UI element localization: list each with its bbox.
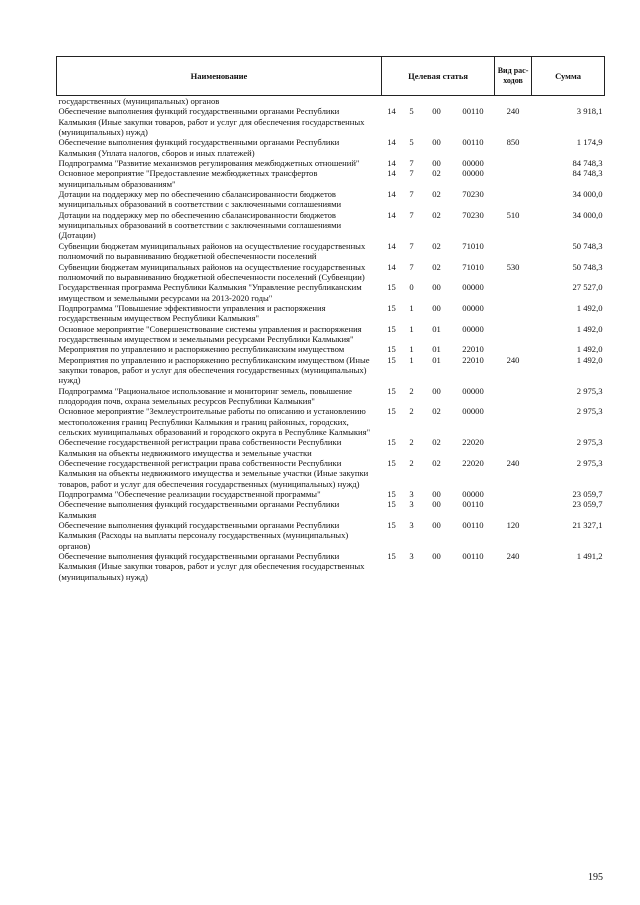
table-row (57, 458, 605, 489)
cell-code-program: 15 (387, 282, 396, 293)
table-row (57, 303, 605, 324)
cell-sum: 23 059,7 (572, 489, 603, 500)
cell-code-subprogram: 7 (409, 158, 414, 169)
table-header-row (57, 57, 605, 96)
cell-code-event: 00 (432, 489, 441, 500)
cell-code-event: 00 (432, 106, 441, 117)
cell-expense-type: 240 (506, 551, 520, 562)
cell-sum: 3 918,1 (576, 106, 603, 117)
cell-sum: 2 975,3 (576, 385, 603, 396)
cell-expense-type (495, 241, 532, 262)
cell-expense-type (495, 324, 532, 345)
cell-sum: 2 975,3 (576, 406, 603, 417)
cell-code-program: 14 (387, 240, 396, 251)
cell-name: Обеспечение государственной регистрации права собственности Республики Калмыкия на объекты недвижимого имущества и земельные участки (Иные закупки товаров, работ и услуг для обеспечения государственных (муниципальных) нужд) (58, 458, 369, 489)
cell-code-event: 00 (432, 499, 441, 510)
cell-code-program: 15 (387, 323, 396, 334)
cell-code-direction: 22010 (462, 354, 484, 365)
cell-sum: 1 492,0 (576, 354, 603, 365)
cell-sum: 84 748,3 (572, 168, 603, 179)
cell-code-program: 14 (387, 168, 396, 179)
cell-expense-type (495, 489, 532, 499)
cell-code-direction: 71010 (462, 261, 484, 272)
cell-code-direction: 71010 (462, 240, 484, 251)
table-row (57, 520, 605, 551)
cell-name: Мероприятия по управлению и распоряжению республиканским имуществом (58, 344, 345, 355)
cell-expense-type (495, 189, 532, 210)
column-header-target: Целевая статья (382, 57, 495, 96)
cell-code-direction (452, 96, 495, 107)
cell-code-program: 15 (387, 437, 396, 448)
cell-code-subprogram: 3 (409, 499, 414, 510)
cell-expense-type: 530 (506, 261, 520, 272)
cell-code-direction: 00000 (462, 406, 484, 417)
cell-code-event: 00 (432, 520, 441, 531)
cell-name: Обеспечение выполнения функций государственными органами Республики Калмыкия (Уплата налогов, сборов и иных платежей) (58, 137, 340, 158)
budget-table (56, 56, 605, 582)
cell-code-event: 00 (432, 137, 441, 148)
cell-code-subprogram: 3 (409, 551, 414, 562)
cell-name: Основное мероприятие "Совершенствование системы управления и распоряжения государственным имуществом и земельными ресурсами Республики Калмыкия" (58, 323, 362, 344)
table-row (57, 189, 605, 210)
cell-code-subprogram: 5 (409, 137, 414, 148)
table-row (57, 168, 605, 189)
cell-sum: 1 492,0 (576, 302, 603, 313)
cell-code-subprogram: 2 (409, 437, 414, 448)
cell-expense-type (495, 168, 532, 189)
cell-sum: 1 492,0 (576, 323, 603, 334)
cell-code-subprogram: 7 (409, 209, 414, 220)
cell-code-program: 15 (387, 385, 396, 396)
cell-code-direction: 00000 (462, 158, 484, 169)
cell-sum: 34 000,0 (572, 209, 603, 220)
table-row (57, 158, 605, 168)
cell-expense-type: 120 (506, 520, 520, 531)
cell-expense-type (495, 96, 532, 107)
cell-code-event: 01 (432, 323, 441, 334)
cell-code-subprogram: 1 (409, 354, 414, 365)
table-row (57, 241, 605, 262)
cell-code-direction: 00000 (462, 323, 484, 334)
cell-name: Мероприятия по управлению и распоряжению республиканским имуществом (Иные закупки товаров, работ и услуг для обеспечения государственных (муниципальных) нужд) (58, 354, 370, 386)
cell-code-event: 02 (432, 406, 441, 417)
cell-code-event: 02 (432, 189, 441, 200)
table-row (57, 489, 605, 499)
cell-expense-type: 850 (506, 137, 520, 148)
cell-code-event: 02 (432, 458, 441, 469)
cell-code-direction: 00110 (462, 137, 484, 148)
table-row (57, 551, 605, 582)
cell-sum: 1 492,0 (576, 344, 603, 355)
cell-code-event: 02 (432, 261, 441, 272)
cell-code-subprogram: 7 (409, 240, 414, 251)
table-row (57, 437, 605, 458)
cell-code-program: 15 (387, 302, 396, 313)
cell-code-subprogram: 7 (409, 168, 414, 179)
cell-code-subprogram: 2 (409, 406, 414, 417)
cell-code-direction: 70230 (462, 209, 484, 220)
cell-code-direction: 00110 (462, 499, 484, 510)
cell-code-direction: 00110 (462, 106, 484, 117)
cell-code-program: 14 (387, 209, 396, 220)
cell-name: Субвенции бюджетам муниципальных районов на осуществление государственных полномочий по выравниванию бюджетной обеспеченности поселений (58, 240, 366, 262)
cell-name: государственных (муниципальных) органов (58, 96, 220, 106)
cell-code-event: 02 (432, 240, 441, 251)
cell-code-subprogram: 0 (409, 282, 414, 293)
cell-name: Обеспечение государственной регистрации права собственности Республики Калмыкия на объекты недвижимого имущества и земельные участки (58, 437, 342, 458)
cell-code-subprogram: 1 (409, 302, 414, 313)
table-row (57, 106, 605, 137)
page-number: 195 (588, 872, 603, 883)
cell-code-direction: 22020 (462, 458, 484, 469)
cell-code-subprogram (402, 96, 422, 107)
cell-code-program: 15 (387, 520, 396, 531)
table-row (57, 499, 605, 520)
table-row (57, 406, 605, 437)
cell-code-event: 00 (432, 385, 441, 396)
cell-code-program: 15 (387, 354, 396, 365)
cell-code-event: 02 (432, 209, 441, 220)
table-row (57, 386, 605, 407)
cell-code-subprogram: 3 (409, 489, 414, 500)
cell-code-program: 14 (387, 158, 396, 169)
cell-expense-type (495, 344, 532, 354)
cell-sum: 50 748,3 (572, 240, 603, 251)
cell-code-program: 15 (387, 458, 396, 469)
cell-sum: 2 975,3 (576, 437, 603, 448)
cell-code-event: 00 (432, 551, 441, 562)
table-row (57, 210, 605, 241)
cell-sum: 2 975,3 (576, 458, 603, 469)
cell-expense-type: 510 (506, 209, 520, 220)
table-body (57, 96, 605, 583)
cell-expense-type: 240 (506, 106, 520, 117)
cell-code-direction: 00000 (462, 385, 484, 396)
cell-name: Основное мероприятие "Предоставление межбюджетных трансфертов муниципальным образованиям" (58, 168, 318, 189)
table-row (57, 262, 605, 283)
cell-code-subprogram: 5 (409, 106, 414, 117)
cell-expense-type (495, 437, 532, 458)
cell-code-program: 15 (387, 499, 396, 510)
cell-name: Подпрограмма "Повышение эффективности управления и распоряжения государственным имуществом Республики Калмыкия" (58, 302, 326, 324)
table-row (57, 282, 605, 303)
cell-name: Дотации на поддержку мер по обеспечению сбалансированности бюджетов муниципальных образований в соответствии с заключенными соглашениями (58, 189, 342, 210)
table-row (57, 96, 605, 107)
cell-sum: 27 527,0 (572, 282, 603, 293)
cell-code-event: 01 (432, 344, 441, 355)
cell-name: Обеспечение выполнения функций государственными органами Республики Калмыкия (58, 499, 340, 520)
column-header-sum: Сумма (532, 57, 605, 96)
cell-code-subprogram: 1 (409, 323, 414, 334)
cell-name: Субвенции бюджетам муниципальных районов на осуществление государственных полномочий по выравниванию бюджетной обеспеченности поселений (Субвенции) (58, 261, 366, 282)
cell-expense-type: 240 (506, 354, 520, 365)
cell-expense-type (495, 303, 532, 324)
cell-code-subprogram: 2 (409, 385, 414, 396)
cell-code-event: 01 (432, 354, 441, 365)
cell-code-direction: 00000 (462, 302, 484, 313)
column-header-vid: Вид рас-ходов (495, 57, 532, 96)
cell-sum: 50 748,3 (572, 261, 603, 272)
cell-sum: 34 000,0 (572, 189, 603, 200)
cell-code-program: 15 (387, 406, 396, 417)
cell-name: Дотации на поддержку мер по обеспечению сбалансированности бюджетов муниципальных образований в соответствии с заключенными соглашениями (Дотации) (58, 209, 342, 241)
cell-expense-type (495, 282, 532, 303)
cell-code-event: 00 (432, 158, 441, 169)
table-row (57, 324, 605, 345)
cell-name: Основное мероприятие "Землеустроительные работы по описанию и установлению местоположения границ Республики Калмыкия и границ районных, городских, сельских муниципальных образований и городского округа в Республике Калмыкия" (58, 406, 371, 437)
cell-name: Обеспечение выполнения функций государственными органами Республики Калмыкия (Иные закупки товаров, работ и услуг для обеспечения государственных (муниципальных) нужд) (58, 551, 365, 582)
cell-code-subprogram: 1 (409, 344, 414, 355)
cell-code-subprogram: 7 (409, 261, 414, 272)
cell-sum: 21 327,1 (572, 520, 603, 531)
cell-code-subprogram: 2 (409, 458, 414, 469)
cell-code-direction: 00000 (462, 489, 484, 500)
cell-name: Обеспечение выполнения функций государственными органами Республики Калмыкия (Расходы на выплаты персоналу государственных (муниципальных) органов) (58, 520, 349, 551)
cell-name: Подпрограмма "Развитие механизмов регулирования межбюджетных отношений" (58, 158, 360, 169)
cell-code-direction: 00110 (462, 551, 484, 562)
cell-expense-type (495, 386, 532, 407)
cell-code-program: 14 (387, 189, 396, 200)
table-row (57, 137, 605, 158)
cell-name: Подпрограмма "Обеспечение реализации государственной программы" (58, 489, 321, 500)
cell-expense-type (495, 499, 532, 520)
cell-code-direction: 70230 (462, 189, 484, 200)
cell-name: Подпрограмма "Рациональное использование и мониторинг земель, повышение плодородия почв, охрана земельных ресурсов Республики Калмыкия" (58, 385, 352, 406)
cell-code-event: 00 (432, 302, 441, 313)
cell-sum (532, 96, 605, 107)
cell-code-program: 14 (387, 106, 396, 117)
table-row (57, 344, 605, 354)
cell-sum: 1 491,2 (576, 551, 603, 562)
column-header-name: Наименование (57, 57, 382, 96)
cell-code-event: 02 (432, 168, 441, 179)
cell-code-direction: 00000 (462, 168, 484, 179)
budget-table-page (56, 56, 604, 582)
cell-code-direction: 22020 (462, 437, 484, 448)
cell-code-program: 15 (387, 489, 396, 500)
cell-name: Государственная программа Республики Калмыкия "Управление республиканским имуществом и земельными ресурсами на 2013-2020 годы" (58, 282, 362, 303)
cell-name: Обеспечение выполнения функций государственными органами Республики Калмыкия (Иные закупки товаров, работ и услуг для обеспечения государственных (муниципальных) нужд) (58, 106, 365, 138)
cell-code-event: 02 (432, 437, 441, 448)
cell-code-direction: 22010 (462, 344, 484, 355)
cell-code-program: 15 (387, 344, 396, 355)
cell-sum: 23 059,7 (572, 499, 603, 510)
table-row (57, 355, 605, 386)
cell-code-program: 14 (387, 261, 396, 272)
cell-code-subprogram: 3 (409, 520, 414, 531)
cell-code-direction: 00110 (462, 520, 484, 531)
cell-expense-type: 240 (506, 458, 520, 469)
cell-code-event: 00 (432, 282, 441, 293)
cell-code-program: 14 (387, 137, 396, 148)
cell-expense-type (495, 406, 532, 437)
cell-code-event (422, 96, 452, 107)
cell-expense-type (495, 158, 532, 168)
cell-sum: 84 748,3 (572, 158, 603, 169)
cell-code-program: 15 (387, 551, 396, 562)
cell-code-direction: 00000 (462, 282, 484, 293)
cell-code-program (382, 96, 402, 107)
cell-sum: 1 174,9 (576, 137, 603, 148)
cell-code-subprogram: 7 (409, 189, 414, 200)
